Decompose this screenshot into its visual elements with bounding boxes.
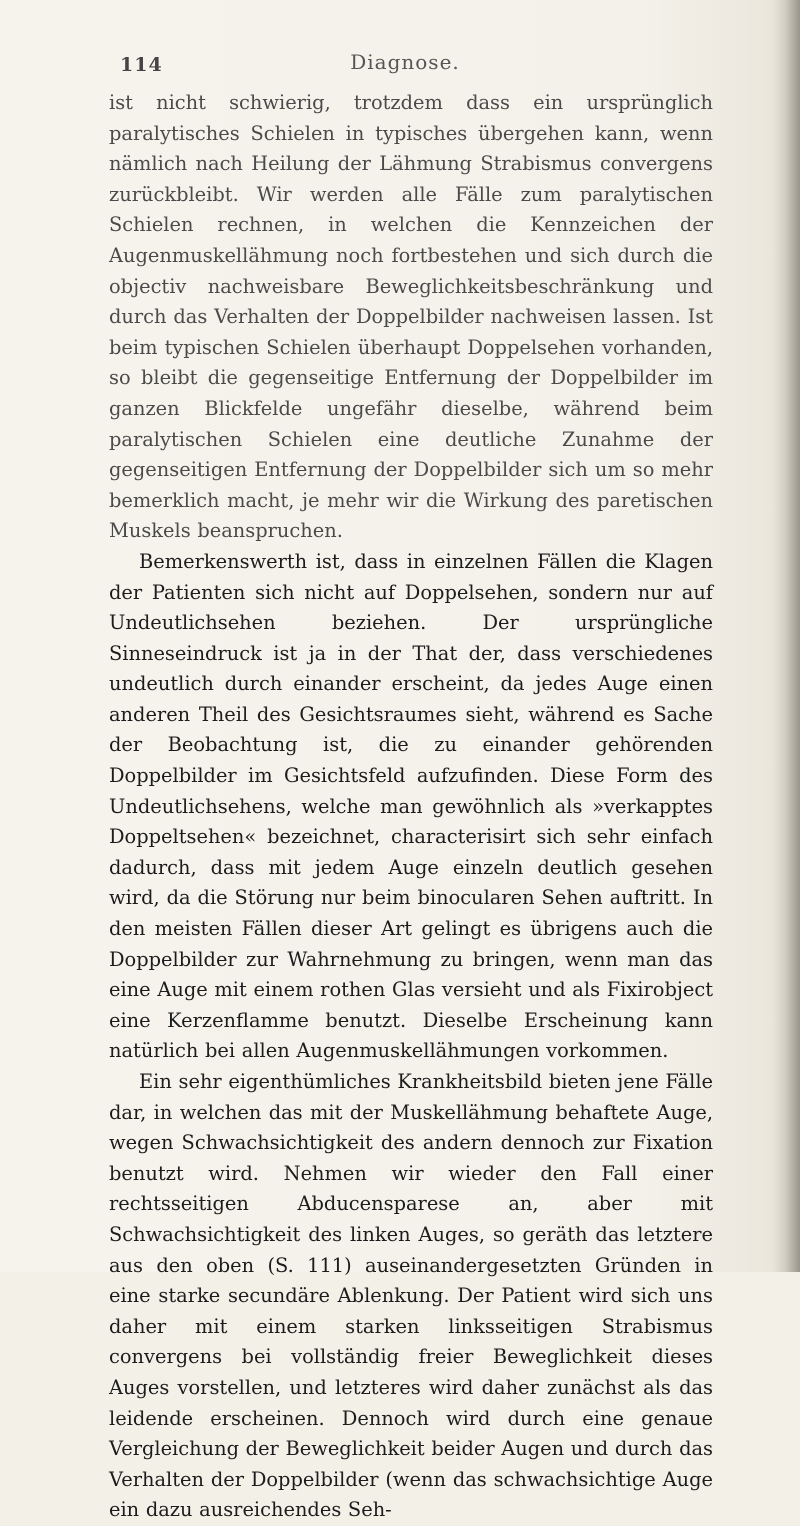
page-header (82, 46, 728, 76)
body-text (109, 88, 713, 1526)
page-number: 114 (120, 54, 163, 76)
running-head: Diagnose. (350, 50, 460, 74)
page-edge-shadow (774, 0, 800, 1272)
paragraph-1: ist nicht schwierig, trotzdem dass ein ursprünglich paralytisches Schielen in typisches übergehen kann, wenn nämlich nach Heilung der Lähmung Strabismus convergens zurückbleibt. Wir werden alle Fälle zum paralytischen Schielen rechnen, in welchen die Kennzeichen der Augenmuskellähmung noch fortbestehen und sich durch die objectiv nachweisbare Beweglichkeitsbeschränkung und durch das Verhalten der Doppelbilder nachweisen lassen. Ist beim typischen Schielen überhaupt Doppelsehen vorhanden, so bleibt die gegenseitige Entfernung der Doppelbilder im ganzen Blickfelde ungefähr dieselbe, während beim paralytischen Schielen eine deutliche Zunahme der gegenseitigen Entfernung der Doppelbilder sich um so mehr bemerklich macht, je mehr wir die Wirkung des paretischen Muskels beanspruchen. (109, 91, 713, 543)
paragraph-2: Bemerkenswerth ist, dass in einzelnen Fällen die Klagen der Patienten sich nicht auf Doppelsehen, sondern nur auf Undeutlichsehen beziehen. Der ursprüngliche Sinneseindruck ist ja in der That der, dass verschiedenes undeutlich durch einander erscheint, da jedes Auge einen anderen Theil des Gesichtsraumes sieht, während es Sache der Beobachtung ist, die zu einander gehörenden Doppelbilder im Gesichtsfeld aufzufinden. Diese Form des Undeutlichsehens, welche man gewöhnlich als »verkapptes Doppeltsehen« bezeichnet, characterisirt sich sehr einfach dadurch, dass mit jedem Auge einzeln deutlich gesehen wird, da die Störung nur beim binocularen Sehen auftritt. In den meisten Fällen dieser Art gelingt es übrigens auch die Doppelbilder zur Wahrnehmung zu bringen, wenn man das eine Auge mit einem rothen Glas versieht und als Fixirobject eine Kerzenflamme benutzt. Dieselbe Erscheinung kann natürlich bei allen Augenmuskellähmungen vorkommen. (109, 549, 713, 1063)
paragraph-3: Ein sehr eigenthümliches Krankheitsbild bieten jene Fälle dar, in welchen das mit der Muskellähmung behaftete Auge, wegen Schwachsichtigkeit des andern dennoch zur Fixation benutzt wird. Nehmen wir wieder den Fall einer rechtsseitigen Abducensparese an, aber mit Schwachsichtigkeit des linken Auges, so geräth das letztere aus den oben (S. 111) auseinandergesetzten Gründen in eine starke secundäre Ablenkung. Der Patient wird sich uns daher mit einem starken linksseitigen Strabismus convergens bei vollständig freier Beweglichkeit dieses Auges vorstellen, und letzteres wird daher zunächst als das leidende erscheinen. Dennoch wird durch eine genaue Vergleichung der Beweglichkeit beider Augen und durch das Verhalten der Doppelbilder (wenn das schwachsichtige Auge ein dazu ausreichendes Seh- (109, 1070, 713, 1522)
